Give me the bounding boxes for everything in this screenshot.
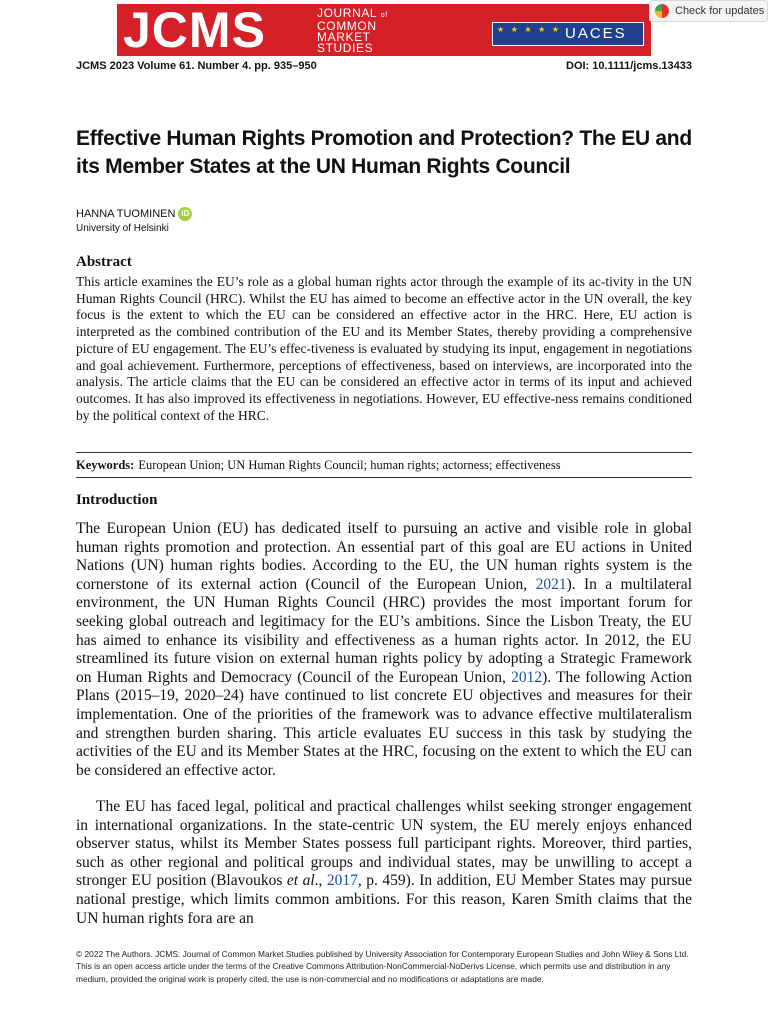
paragraph-text: The European Union (EU) has dedicated itself to pursuing an active and visible role in global human rights promotion and protection. An essential part of this goal are EU actions in United Nations (UN) human rights bodies. According to the EU, the UN human rights system is the cornerstone of its external action (Council of the European Union, — [76, 520, 692, 593]
crossmark-icon — [655, 4, 669, 18]
paragraph-text: The EU has faced legal, political and practical challenges whilst seeking stronger engagement in international organizations. In the state-centric UN system, the EU merely enjoys enhanced observer status, whilst its Member States possess full participant rights. Moreover, third parties, such as other regional and political groups and individual states, may be unwilling to accept a stronger EU position (Blavoukos — [76, 798, 692, 890]
citation-link[interactable]: 2017 — [326, 872, 358, 890]
jcms-logo: JCMS — [123, 2, 266, 58]
citation-link[interactable]: 2012 — [511, 668, 543, 686]
abstract-text: This article examines the EU’s role as a global human rights actor through the example of its ac-tivity in the UN Human Rights Council (HRC). Whilst the EU has aimed to become an effective actor in the UN overall, the key focus is the extent to which the EU can be considered an effective actor in the HRC. Here, EU action is interpreted as the combined contribution of the EU and its Member States, thereby providing a comprehensive picture of EU engagement. The EU’s effec-tiveness is evaluated by studying its input, engagement in negotiations and goal achievement. Furthermore, perceptions of effectiveness, based on interviews, are incorporated into the analysis. The article claims that the EU can be considered an effective actor in terms of its input and achieved outcomes. It has also improved its effectiveness in negotiations. However, EU effective-ness remains conditioned by the political context of the HRC. — [76, 274, 692, 423]
journal-name — [317, 8, 388, 54]
divider — [76, 452, 692, 453]
journal-name-of: of — [380, 12, 388, 19]
article-title: Effective Human Rights Promotion and Protection? The EU and its Member States at the UN Human Rights Council — [76, 127, 692, 178]
uaces-logo — [492, 22, 644, 46]
author-line — [76, 207, 192, 221]
keywords-list: European Union; UN Human Rights Council; human rights; actorness; effectiveness — [138, 458, 561, 472]
journal-name-line: STUDIES — [317, 41, 374, 55]
body-paragraph — [76, 798, 692, 928]
author-affiliation: University of Helsinki — [76, 223, 169, 234]
doi-link[interactable]: DOI: 10.1111/jcms.13433 — [566, 60, 692, 72]
et-al: et al — [286, 872, 315, 890]
paragraph-text: ). In a multilateral environment, the UN Human Rights Council (HRC) provides the most important forum for seeking global outreach and legitimacy for the EU’s ambitions. Since the Lisbon Treaty, the EU has aimed to enhance its visibility and effectiveness as a human rights actor. In 2012, the EU streamlined its future vision on external human rights policy by adopting a Strategic Framework on Human Rights and Democracy (Council of the European Union, — [76, 575, 692, 686]
citation-link[interactable]: 2021 — [535, 575, 567, 593]
copyright-notice: © 2022 The Authors. JCMS: Journal of Common Market Studies published by University Association for Contemporary European Studies and John Wiley & Sons Ltd. — [76, 949, 689, 959]
check-for-updates-button[interactable] — [649, 0, 768, 22]
abstract-heading: Abstract — [76, 254, 132, 270]
check-for-updates-label: Check for updates — [675, 5, 765, 17]
journal-banner — [117, 4, 651, 56]
paragraph-text: ). The following Action Plans (2015–19, 2020–24) have continued to list concrete EU objectives and measures for their implementation. One of the priorities of the framework was to advance effective multilateralism and strengthen burden sharing. This article evaluates EU success in this task by studying the activities of the EU and its Member States at the HRC, focusing on the extent to which the EU can be considered an effective actor. — [76, 668, 692, 779]
paragraph-text: ., — [314, 872, 327, 890]
paragraph-text: , p. 459). In addition, EU Member States may pursue national prestige, which limits common ambitions. For this reason, Karen Smith claims that the UN human rights fora are an — [76, 872, 693, 927]
journal-name-line: COMMON — [317, 19, 377, 33]
license-notice: This is an open access article under the terms of the Creative Commons Attribution-NonCommercial-NoDerivs License, which permits use and distribution in any medium, provided the original work is properly cited, the use is non-commercial and no modifications or adaptations are made. — [76, 961, 671, 984]
divider — [76, 477, 692, 478]
journal-name-line: MARKET — [317, 30, 371, 44]
uaces-label: UACES — [565, 25, 627, 42]
author-name[interactable]: HANNA TUOMINEN — [76, 207, 176, 220]
page-footer — [76, 948, 694, 985]
keywords-label: Keywords: — [76, 458, 135, 472]
orcid-icon[interactable]: iD — [178, 207, 192, 221]
citation-info: JCMS 2023 Volume 61. Number 4. pp. 935–950 — [76, 60, 317, 72]
body-paragraph — [76, 520, 692, 780]
journal-name-line: JOURNAL — [317, 6, 377, 20]
introduction-heading: Introduction — [76, 492, 158, 508]
eu-stars-icon: ★ ★ ★ ★ ★ — [497, 25, 562, 34]
keywords — [76, 458, 692, 473]
